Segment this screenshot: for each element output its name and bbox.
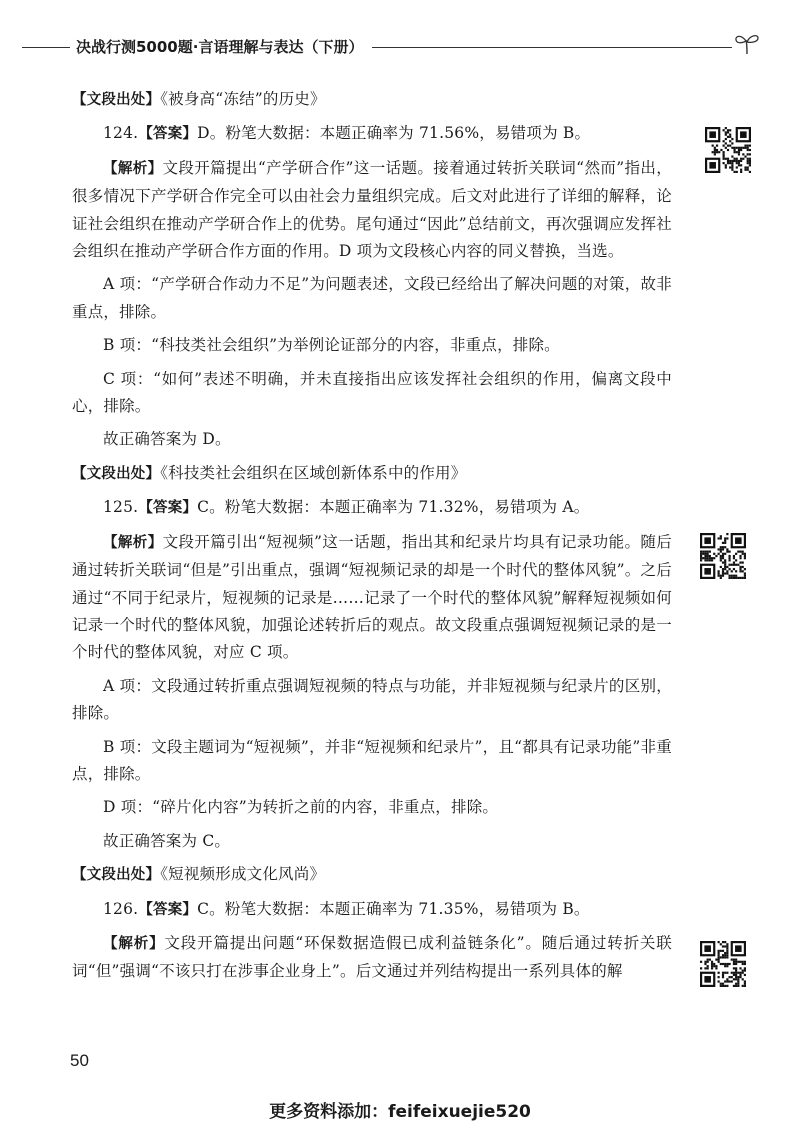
paragraph-answer	[72, 494, 672, 522]
page-number: 50	[70, 1051, 89, 1070]
paragraph-text: A 项：文段通过转折重点强调短视频的特点与功能，并非短视频与纪录片的区别，排除。	[72, 676, 672, 723]
paragraph-text: B 项：“科技类社会组织”为举例论证部分的内容，非重点，排除。	[103, 336, 560, 355]
paragraph-option	[72, 734, 672, 789]
book-title: 决战行测5000题·言语理解与表达（下册）	[76, 38, 364, 56]
paragraph-text: 文段开篇提出问题“环保数据造假已成利益链条化”。随后通过转折关联词“但”强调“不该只打在涉事企业身上”。后文通过并列结构提出一系列具体的解	[72, 933, 672, 981]
section-tag: 【解析】	[103, 160, 163, 177]
paragraph-source	[72, 86, 672, 114]
paragraph-text: C。粉笔大数据：本题正确率为 71.35%，易错项为 B。	[197, 899, 590, 918]
header-rule-left	[22, 47, 70, 48]
paragraph-text: 《被身高“冻结”的历史》	[160, 90, 326, 108]
paragraph-source	[72, 861, 672, 889]
paragraph-text: B 项：文段主题词为“短视频”，并非“短视频和纪录片”，且“都具有记录功能”非重点，排除。	[72, 737, 672, 783]
paragraph-option	[72, 366, 672, 421]
paragraph-option	[72, 271, 672, 326]
qr-code-icon[interactable]	[700, 941, 746, 987]
header-rule-right	[372, 47, 732, 48]
paragraph-source	[72, 460, 672, 488]
paragraph-analysis	[72, 930, 672, 986]
paragraph-answer	[72, 896, 672, 924]
section-tag: 【文段出处】	[72, 92, 161, 108]
question-number: 124.	[103, 124, 139, 143]
paragraph-analysis	[72, 155, 672, 266]
paragraph-text: 故正确答案为 D。	[103, 430, 231, 449]
sprout-icon	[733, 30, 761, 56]
section-tag: 【文段出处】	[72, 867, 161, 884]
paragraph-option	[72, 332, 672, 359]
paragraph-text: 故正确答案为 C。	[103, 831, 231, 850]
paragraph-text: 文段开篇引出“短视频”这一话题，指出其和纪录片均具有记录功能。随后通过转折关联词“但是”引出重点，强调“短视频记录的却是一个时代的整体风貌”。之后通过“不同于纪录片，短视频的记录是……记录了一个时代的整体风貌”解释短视频如何记录一个时代的整体风貌，加强论述转折后的观点。故文段重点强调短视频记录的是一个时代的整体风貌，对应 C 项。	[72, 532, 672, 662]
running-header	[0, 28, 800, 68]
section-tag: 【答案】	[138, 126, 198, 143]
qr-code-icon[interactable]	[705, 127, 751, 173]
qr-code-icon[interactable]	[700, 533, 746, 579]
answer-explanations	[72, 86, 672, 986]
paragraph-option	[72, 794, 672, 821]
paragraph-text: C。粉笔大数据：本题正确率为 71.32%，易错项为 A。	[197, 498, 590, 517]
section-tag: 【解析】	[103, 935, 165, 952]
question-number: 126.	[103, 899, 139, 918]
section-tag: 【答案】	[138, 901, 198, 918]
paragraph-option	[72, 673, 672, 728]
paragraph-text: D 项：“碎片化内容”为转折之前的内容，非重点，排除。	[103, 798, 499, 817]
paragraph-text: C 项：“如何”表述不明确，并未直接指出应该发挥社会组织的作用，偏离文段中心，排除。	[72, 369, 672, 416]
section-tag: 【解析】	[103, 534, 163, 551]
footer-note: 更多资料添加：feifeixuejie520	[269, 1102, 531, 1122]
paragraph-text: D。粉笔大数据：本题正确率为 71.56%，易错项为 B。	[197, 124, 591, 143]
paragraph-text: 文段开篇提出“产学研合作”这一话题。接着通过转折关联词“然而”指出，很多情况下产学研合作完全可以由社会力量组织完成。后文对此进行了详细的解释，论证社会组织在推动产学研合作上的优势。尾句通过“因此”总结前文，再次强调应发挥社会组织在推动产学研合作方面的作用。D 项为文段核心内容的同义替换，当选。	[72, 158, 672, 261]
paragraph-option	[72, 828, 672, 855]
paragraph-option	[72, 426, 672, 453]
section-tag: 【答案】	[138, 500, 198, 517]
paragraph-text: 《短视频形成文化风尚》	[160, 865, 326, 884]
paragraph-answer	[72, 120, 672, 148]
paragraph-analysis	[72, 529, 672, 667]
paragraph-text: A 项：“产学研合作动力不足”为问题表述，文段已经给出了解决问题的对策，故非重点，排除。	[72, 275, 672, 321]
paragraph-text: 《科技类社会组织在区域创新体系中的作用》	[160, 463, 467, 482]
question-number: 125.	[103, 498, 139, 517]
section-tag: 【文段出处】	[72, 465, 161, 482]
